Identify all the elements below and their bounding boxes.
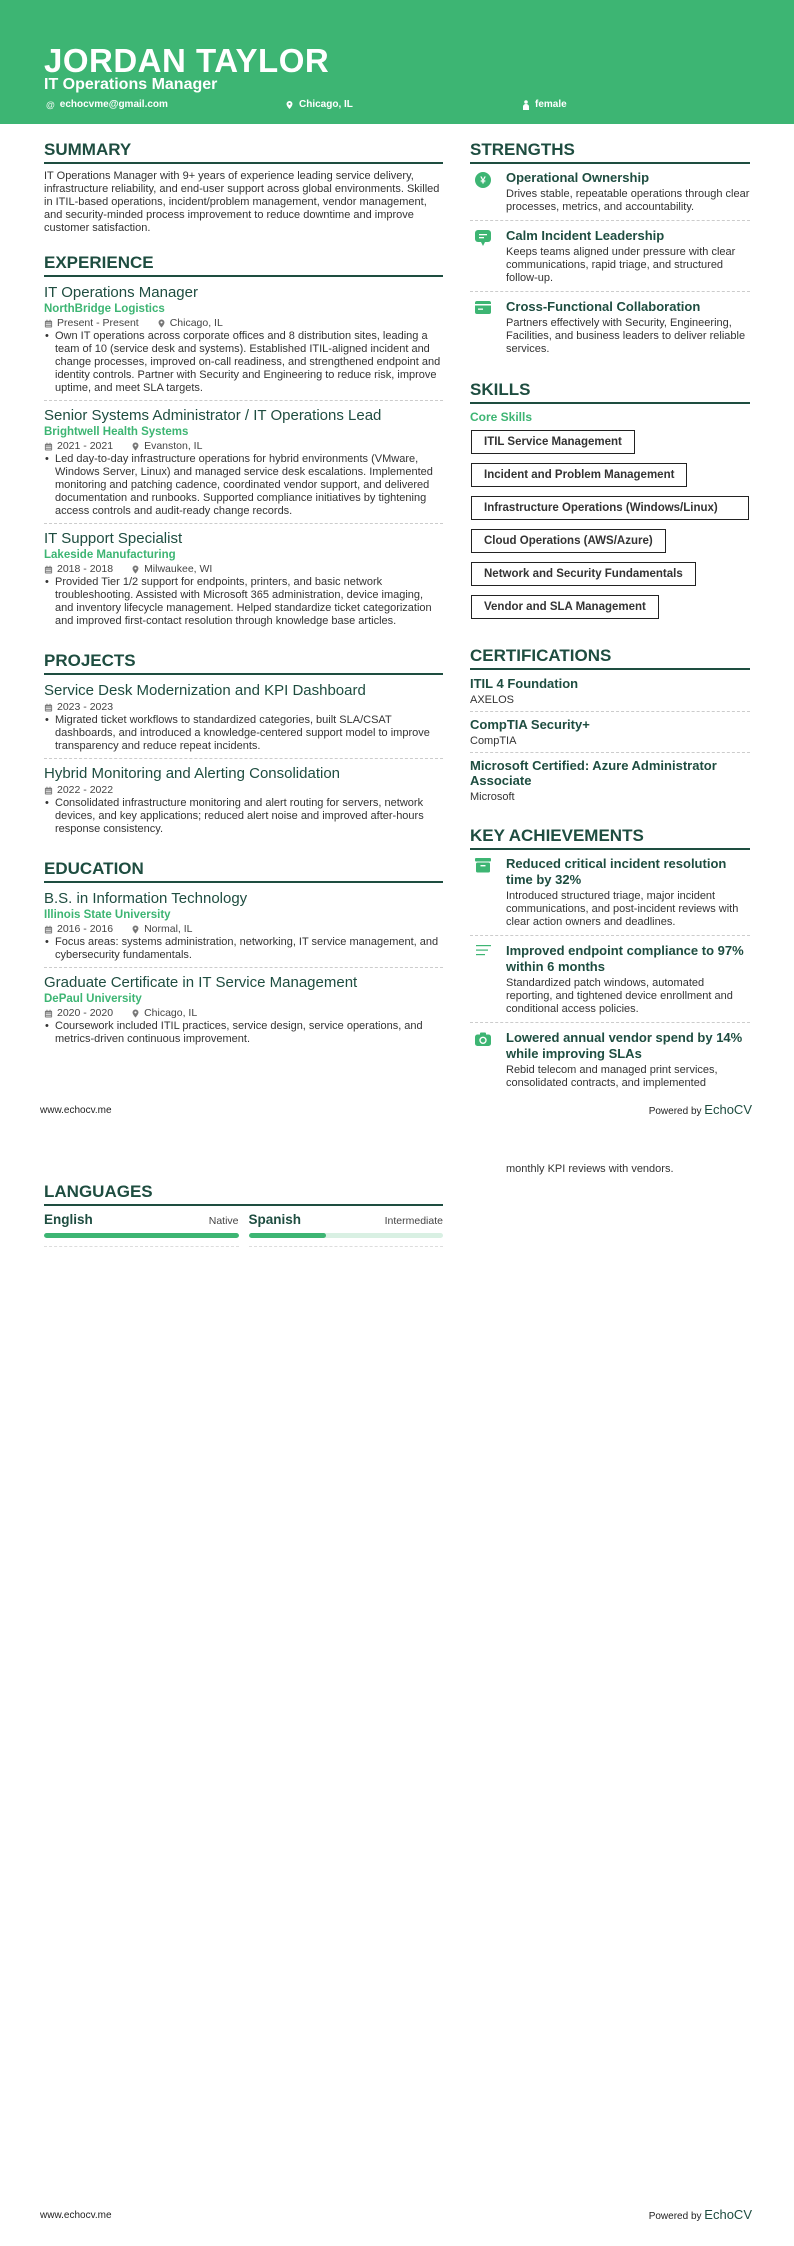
strength-item — [470, 228, 750, 292]
language-item — [249, 1212, 444, 1247]
certification-item — [470, 676, 750, 712]
location-pin-icon — [131, 1009, 140, 1018]
language-name: Spanish — [248, 1212, 302, 1227]
achievement-item — [470, 856, 750, 936]
item-bullet: • Led day-to-day infrastructure operations for hybrid environments (VMware, Windows Server, Linux) and managed service desk escalations. Implemented monitoring and patching cadence, coordinated vendor support, and delivered documentation and runbooks. Supported compliance initiatives by tightening access controls and audit-ready change records. — [44, 453, 443, 518]
calendar-icon — [44, 786, 53, 795]
item-description: Standardized patch windows, automated reporting, and tightened device enrollment and conditional access policies. — [506, 977, 733, 1015]
proficiency-fill — [249, 1233, 327, 1238]
item-location: Milwaukee, WI — [144, 563, 213, 575]
item-title: Senior Systems Administrator / IT Operations Lead — [44, 407, 382, 424]
certification-title: ITIL 4 Foundation — [470, 676, 579, 691]
svg-text:¥: ¥ — [480, 175, 486, 187]
powered-by-text: Powered by — [648, 2211, 702, 2222]
item-meta — [44, 562, 443, 576]
item-bullet: • Own IT operations across corporate offices and 8 distribution sites, leading a team of 10 (service desk and systems). Established ITIL-aligned incident and change processes, improved on-call readiness, and strengthened endpoint and identity controls. Partner with Security and Engineering to reduce risk, improve uptime, and meet SLA targets. — [44, 330, 443, 395]
calendar-icon — [44, 1009, 53, 1018]
item-title: Operational Ownership — [506, 170, 650, 185]
language-name: English — [44, 1212, 93, 1227]
location-pin-icon — [131, 565, 140, 574]
item-meta — [44, 439, 443, 453]
certification-title: Microsoft Certified: Azure Administrator Associate — [470, 758, 717, 788]
item-location: Evanston, IL — [144, 440, 203, 452]
item-dates: 2016 - 2016 — [57, 923, 114, 935]
item-meta — [44, 783, 443, 797]
footer-site: www.echocv.me — [40, 1105, 112, 1116]
email-text: echocvme@gmail.com — [59, 99, 168, 110]
item-title: Calm Incident Leadership — [506, 228, 665, 243]
item-location: Chicago, IL — [144, 1007, 198, 1019]
achievement-item — [470, 943, 750, 1023]
achievement-item — [470, 1030, 750, 1096]
skill-tag: ITIL Service Management — [471, 430, 635, 454]
skill-tag: Vendor and SLA Management — [471, 595, 659, 619]
summary-section — [44, 140, 443, 235]
projects-section — [44, 651, 443, 841]
section-heading: LANGUAGES — [44, 1182, 443, 1206]
item-organization: NorthBridge Logistics — [44, 303, 165, 315]
item-bullet: • Migrated ticket workflows to standardized categories, built SLA/CSAT dashboards, and introduced a knowledge-centered support model to improve transparency and reduce repeat incidents. — [44, 714, 443, 753]
summary-text: IT Operations Manager with 9+ years of experience leading service delivery, infrastructure reliability, and end-user support across global environments. Skilled in ITIL-based operations, incident/problem management, vendor management, and security-minded process improvement to reduce downtime and improve customer satisfaction. — [44, 170, 440, 234]
candidate-title: IT Operations Manager — [44, 76, 218, 93]
camera-icon — [470, 1030, 496, 1090]
education-item — [44, 889, 443, 968]
project-item — [44, 681, 443, 759]
section-heading: EDUCATION — [44, 859, 443, 883]
item-meta — [44, 1006, 443, 1020]
calendar-icon — [44, 565, 53, 574]
proficiency-bar — [249, 1233, 444, 1238]
at-icon: @ — [46, 99, 55, 110]
item-dates: 2022 - 2022 — [57, 784, 114, 796]
education-section — [44, 859, 443, 1051]
certification-title: CompTIA Security+ — [470, 717, 590, 732]
item-title: Graduate Certificate in IT Service Management — [44, 974, 358, 991]
item-title: Improved endpoint compliance to 97% within 6 months — [506, 943, 744, 974]
proficiency-fill — [44, 1233, 239, 1238]
item-description: Introduced structured triage, major incident communications, and post-incident reviews with clear action owners and deadlines. — [506, 890, 739, 928]
section-heading: EXPERIENCE — [44, 253, 443, 277]
language-item — [44, 1212, 239, 1247]
item-meta — [44, 700, 443, 714]
item-bullet: • Consolidated infrastructure monitoring and alert routing for servers, network devices, and key applications; reduced alert noise and improved after-hours response consistency. — [44, 797, 443, 836]
proficiency-bar — [44, 1233, 239, 1238]
person-icon — [522, 100, 530, 110]
certifications-section — [470, 646, 750, 808]
section-heading: PROJECTS — [44, 651, 443, 675]
item-description: Rebid telecom and managed print services, consolidated contracts, and implemented — [506, 1064, 718, 1089]
item-description: Partners effectively with Security, Engineering, Facilities, and business leaders to deliver reliable services. — [506, 317, 746, 355]
item-title: Service Desk Modernization and KPI Dashboard — [44, 682, 366, 699]
powered-by-text: Powered by — [648, 1106, 702, 1117]
language-level: Intermediate — [384, 1215, 443, 1227]
item-description: Drives stable, repeatable operations through clear processes, metrics, and accountability. — [506, 188, 750, 213]
strength-item — [470, 299, 750, 362]
skill-tag: Infrastructure Operations (Windows/Linux) — [471, 496, 749, 520]
archive-icon — [470, 856, 496, 929]
item-dates: 2018 - 2018 — [57, 563, 114, 575]
item-title: Reduced critical incident resolution time by 32% — [506, 856, 727, 887]
skill-tag: Incident and Problem Management — [471, 463, 687, 487]
item-location: Normal, IL — [144, 923, 193, 935]
gender-text: female — [535, 99, 567, 110]
item-title: Hybrid Monitoring and Alerting Consolidation — [44, 765, 341, 782]
resume-header — [0, 0, 794, 124]
item-meta — [44, 316, 443, 330]
item-bullet: • Coursework included ITIL practices, service design, service operations, and metrics-driven continuous improvement. — [44, 1020, 443, 1046]
contact-email — [46, 99, 168, 110]
location-pin-icon — [131, 442, 140, 451]
item-bullet: • Focus areas: systems administration, networking, IT service management, and cybersecurity fundamentals. — [44, 936, 443, 962]
item-title: B.S. in Information Technology — [44, 890, 248, 907]
calendar-icon — [44, 925, 53, 934]
achievement-desc-continued: monthly KPI reviews with vendors. — [506, 1163, 674, 1175]
skills-section — [470, 380, 750, 628]
item-meta — [44, 922, 443, 936]
brand-logo-text: EchoCV — [704, 1102, 752, 1117]
location-pin-icon — [157, 319, 166, 328]
experience-item — [44, 406, 443, 524]
item-dates: 2023 - 2023 — [57, 701, 114, 713]
candidate-name: JORDAN TAYLOR — [44, 42, 330, 79]
experience-item — [44, 529, 443, 633]
brand-logo-text: EchoCV — [704, 2207, 752, 2222]
language-level: Native — [208, 1215, 239, 1227]
item-location: Chicago, IL — [169, 317, 223, 329]
calendar-icon — [44, 319, 53, 328]
certification-item — [470, 758, 750, 808]
certification-issuer: Microsoft — [470, 791, 515, 803]
contact-gender — [522, 99, 567, 110]
skill-group-title: Core Skills — [470, 410, 533, 424]
skill-tag: Cloud Operations (AWS/Azure) — [471, 529, 666, 553]
certification-item — [470, 717, 750, 753]
contact-location — [285, 99, 353, 110]
chat-icon — [470, 228, 496, 285]
calendar-icon — [44, 442, 53, 451]
item-title: Cross-Functional Collaboration — [506, 299, 701, 314]
item-bullet: • Provided Tier 1/2 support for endpoints, printers, and basic network troubleshooting. Assisted with Microsoft 365 administration, device imaging, and inventory lifecycle management. Helped standardize ticket categorization and improved first-contact resolution through knowledge base articles. — [44, 576, 443, 628]
calendar-icon — [44, 703, 53, 712]
education-item — [44, 973, 443, 1051]
location-text: Chicago, IL — [299, 99, 353, 110]
section-heading: SKILLS — [470, 380, 750, 404]
achievements-section — [470, 826, 750, 1096]
strength-item — [470, 170, 750, 221]
lines-icon — [470, 943, 496, 1016]
skill-tag: Network and Security Fundamentals — [471, 562, 696, 586]
footer-powered — [649, 2207, 752, 2222]
section-heading: KEY ACHIEVEMENTS — [470, 826, 750, 850]
left-column — [44, 140, 443, 1069]
item-organization: Brightwell Health Systems — [44, 426, 189, 438]
right-column — [470, 140, 750, 1114]
card-icon — [470, 299, 496, 356]
project-item — [44, 764, 443, 841]
location-pin-icon — [131, 925, 140, 934]
item-dates: Present - Present — [57, 317, 139, 329]
strengths-section — [470, 140, 750, 362]
item-title: Lowered annual vendor spend by 14% while improving SLAs — [506, 1030, 743, 1061]
yen-icon — [470, 170, 496, 214]
item-organization: Illinois State University — [44, 909, 171, 921]
section-heading: SUMMARY — [44, 140, 443, 164]
certification-issuer: CompTIA — [470, 735, 517, 747]
experience-section — [44, 253, 443, 633]
footer-site: www.echocv.me — [40, 2210, 112, 2221]
experience-item — [44, 283, 443, 401]
item-dates: 2020 - 2020 — [57, 1007, 114, 1019]
location-pin-icon — [285, 100, 294, 110]
languages-section — [44, 1182, 443, 1247]
item-description: Keeps teams aligned under pressure with clear communications, rapid triage, and structured follow-up. — [506, 246, 736, 284]
item-dates: 2021 - 2021 — [57, 440, 114, 452]
certification-issuer: AXELOS — [470, 694, 515, 706]
footer-powered — [649, 1102, 752, 1117]
section-heading: CERTIFICATIONS — [470, 646, 750, 670]
item-organization: Lakeside Manufacturing — [44, 549, 176, 561]
item-title: IT Support Specialist — [44, 530, 183, 547]
section-heading: STRENGTHS — [470, 140, 750, 164]
item-organization: DePaul University — [44, 993, 142, 1005]
item-title: IT Operations Manager — [44, 284, 198, 301]
